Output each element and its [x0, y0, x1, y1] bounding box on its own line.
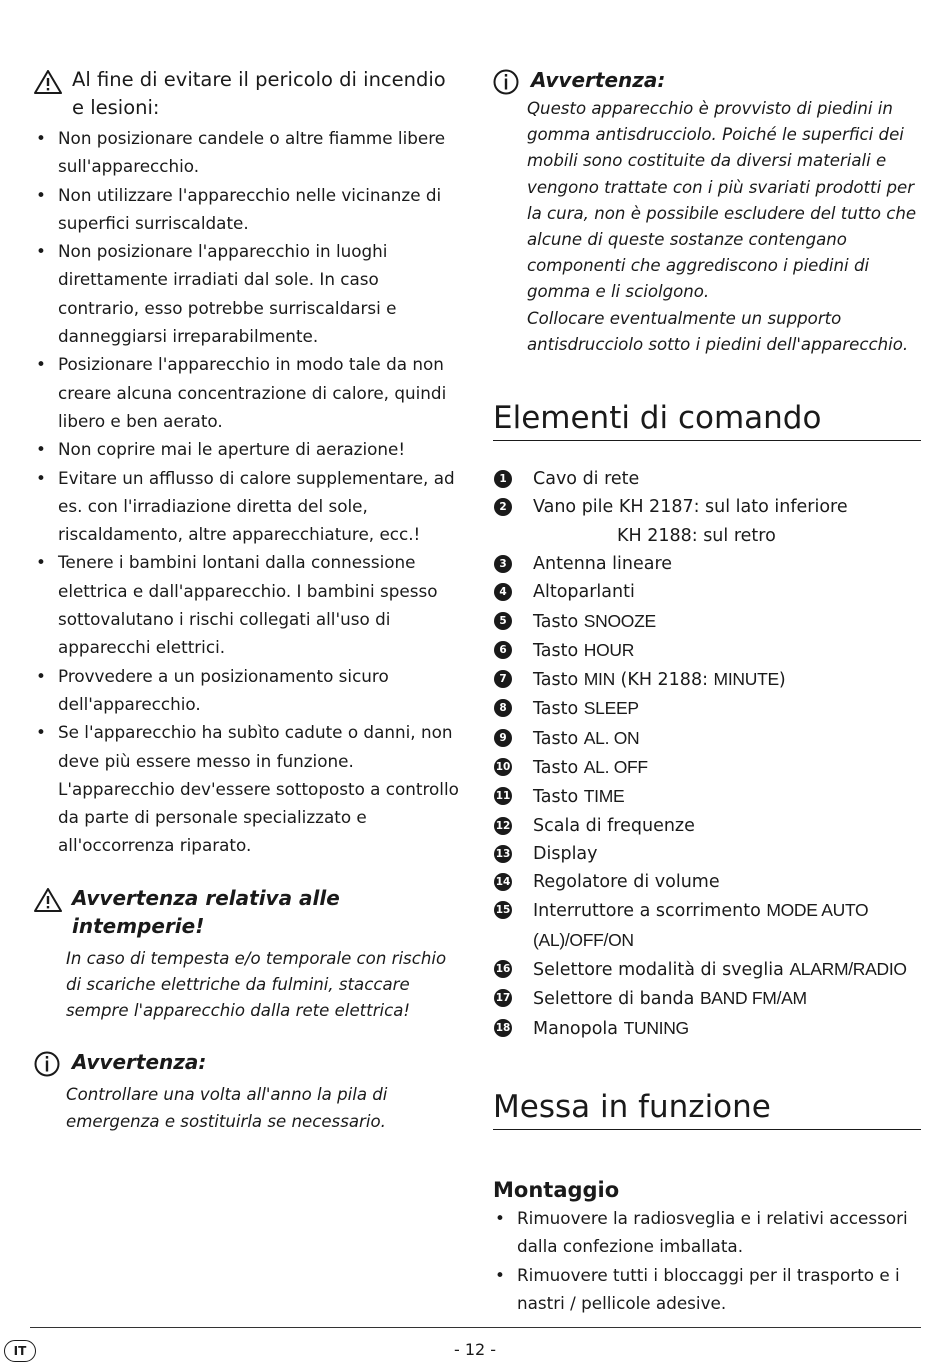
right-column [493, 66, 921, 1317]
number-badge: 4 [494, 583, 512, 601]
page-number: - 12 - [453, 1340, 497, 1359]
list-item: • Non coprire mai le aperture di aerazione! [34, 435, 459, 463]
control-item: 12 Scala di frequenze [495, 815, 695, 836]
number-badge: 3 [494, 555, 512, 573]
footer-divider [30, 1327, 921, 1328]
control-item: 7 Tasto MIN (KH 2188: MINUTE) [493, 665, 921, 694]
control-item: 2 Vano pile KH 2187: sul lato inferiore KH 2188: sul retro [493, 493, 921, 550]
number-badge: 2 [494, 498, 512, 516]
info-icon [34, 1051, 60, 1077]
control-item: 9 Tasto AL. ON [493, 724, 921, 753]
info-icon [493, 69, 519, 95]
number-badge: 18 [494, 1019, 512, 1037]
control-item: 15 Interruttore a scorrimento MODE AUTO (AL)/OFF/ON [495, 900, 869, 950]
number-badge: 16 [494, 960, 512, 978]
control-item: 4 Altoparlanti [493, 578, 921, 606]
battery-note-body: Controllare una volta all'anno la pila di emergenza e sostituirla se necessario. [66, 1085, 388, 1131]
left-column [34, 66, 459, 1135]
battery-note-heading: Avvertenza: [34, 1048, 459, 1076]
startup-heading: Messa in funzione [493, 1087, 921, 1130]
list-item: • Rimuovere tutti i bloccaggi per il trasporto e i nastri / pellicole adesive. [493, 1261, 921, 1318]
warning-triangle-icon [34, 70, 62, 94]
number-badge: 1 [494, 470, 512, 488]
list-item: • Se l'apparecchio ha subìto cadute o danni, non deve più essere messo in funzione. L'apparecchio dev'essere sottoposto a controllo da parte di personale specializzato e all'occorrenza riparato. [34, 718, 459, 859]
fire-warning-heading: Al fine di evitare il pericolo di incendio e lesioni: [34, 66, 459, 122]
list-item: • Rimuovere la radiosveglia e i relativi accessori dalla confezione imballata. [493, 1204, 921, 1261]
assembly-subheading: Montaggio [493, 1177, 620, 1202]
control-item: 14 Regolatore di volume [495, 872, 720, 893]
number-badge: 9 [494, 729, 512, 747]
number-badge: 6 [494, 641, 512, 659]
list-item: • Provvedere a un posizionamento sicuro dell'apparecchio. [34, 662, 459, 719]
assembly-list [493, 1204, 921, 1317]
number-badge: 15 [494, 901, 512, 919]
control-item: 16 Selettore modalità di sveglia ALARM/RADIO [495, 959, 907, 981]
list-item: • Evitare un afflusso di calore supplementare, ad es. con l'irradiazione diretta del sole, riscaldamento, altre apparecchiature, ecc.! [34, 464, 459, 549]
control-item: 5 Tasto SNOOZE [493, 607, 921, 636]
number-badge: 13 [494, 845, 512, 863]
warning-triangle-icon [34, 888, 62, 912]
feet-note-body: Questo apparecchio è provvisto di piedini in gomma antisdrucciolo. Poiché le superfici dei mobili sono costituite da diversi materiali e vengono trattate con i più svariati prodotti per la cura, non è possibile escludere del tutto che alcune di queste sostanze contengano componenti che aggrediscono i piedini di gomma e li sciolgono. Collocare eventualmente un supporto antisdrucciolo sotto i piedini dell'apparecchio. [527, 99, 917, 354]
number-badge: 14 [494, 873, 512, 891]
language-badge: IT [4, 1340, 36, 1362]
control-item: 6 Tasto HOUR [493, 636, 921, 665]
control-item: 8 Tasto SLEEP [493, 694, 921, 723]
number-badge: 17 [494, 989, 512, 1007]
controls-heading: Elementi di comando [493, 398, 921, 441]
number-badge: 11 [494, 787, 512, 805]
number-badge: 5 [494, 612, 512, 630]
control-item: 17 Selettore di banda BAND FM/AM [495, 988, 807, 1010]
number-badge: 7 [494, 670, 512, 688]
number-badge: 12 [494, 817, 512, 835]
weather-warning-body: In caso di tempesta e/o temporale con rischio di scariche elettriche da fulmini, staccare sempre l'apparecchio dalla rete elettrica! [66, 948, 447, 1021]
fire-warning-list [34, 124, 459, 860]
list-item: • Non posizionare candele o altre fiamme libere sull'apparecchio. [34, 124, 459, 181]
number-badge: 8 [494, 699, 512, 717]
weather-warning-heading: Avvertenza relativa alle intemperie! [34, 884, 459, 940]
control-item: 13 Display [495, 843, 598, 864]
control-item: 18 Manopola TUNING [495, 1017, 689, 1039]
control-item: 10 Tasto AL. OFF [495, 757, 648, 778]
list-item: • Non utilizzare l'apparecchio nelle vicinanze di superfici surriscaldate. [34, 181, 459, 238]
list-item: • Posizionare l'apparecchio in modo tale da non creare alcuna concentrazione di calore, quindi libero e ben aerato. [34, 350, 459, 435]
controls-list [493, 465, 921, 1043]
list-item: • Tenere i bambini lontani dalla connessione elettrica e dall'apparecchio. I bambini spesso sottovalutano i rischi collegati all'uso di apparecchi elettrici. [34, 548, 459, 661]
number-badge: 10 [494, 758, 512, 776]
list-item: • Non posizionare l'apparecchio in luoghi direttamente irradiati dal sole. In caso contrario, esso potrebbe surriscaldarsi e danneggiarsi irreparabilmente. [34, 237, 459, 350]
feet-note-heading: Avvertenza: [493, 66, 921, 94]
control-item: 11 Tasto TIME [495, 786, 625, 808]
control-item: 1 Cavo di rete [493, 465, 921, 493]
control-item: 3 Antenna lineare [493, 550, 921, 578]
